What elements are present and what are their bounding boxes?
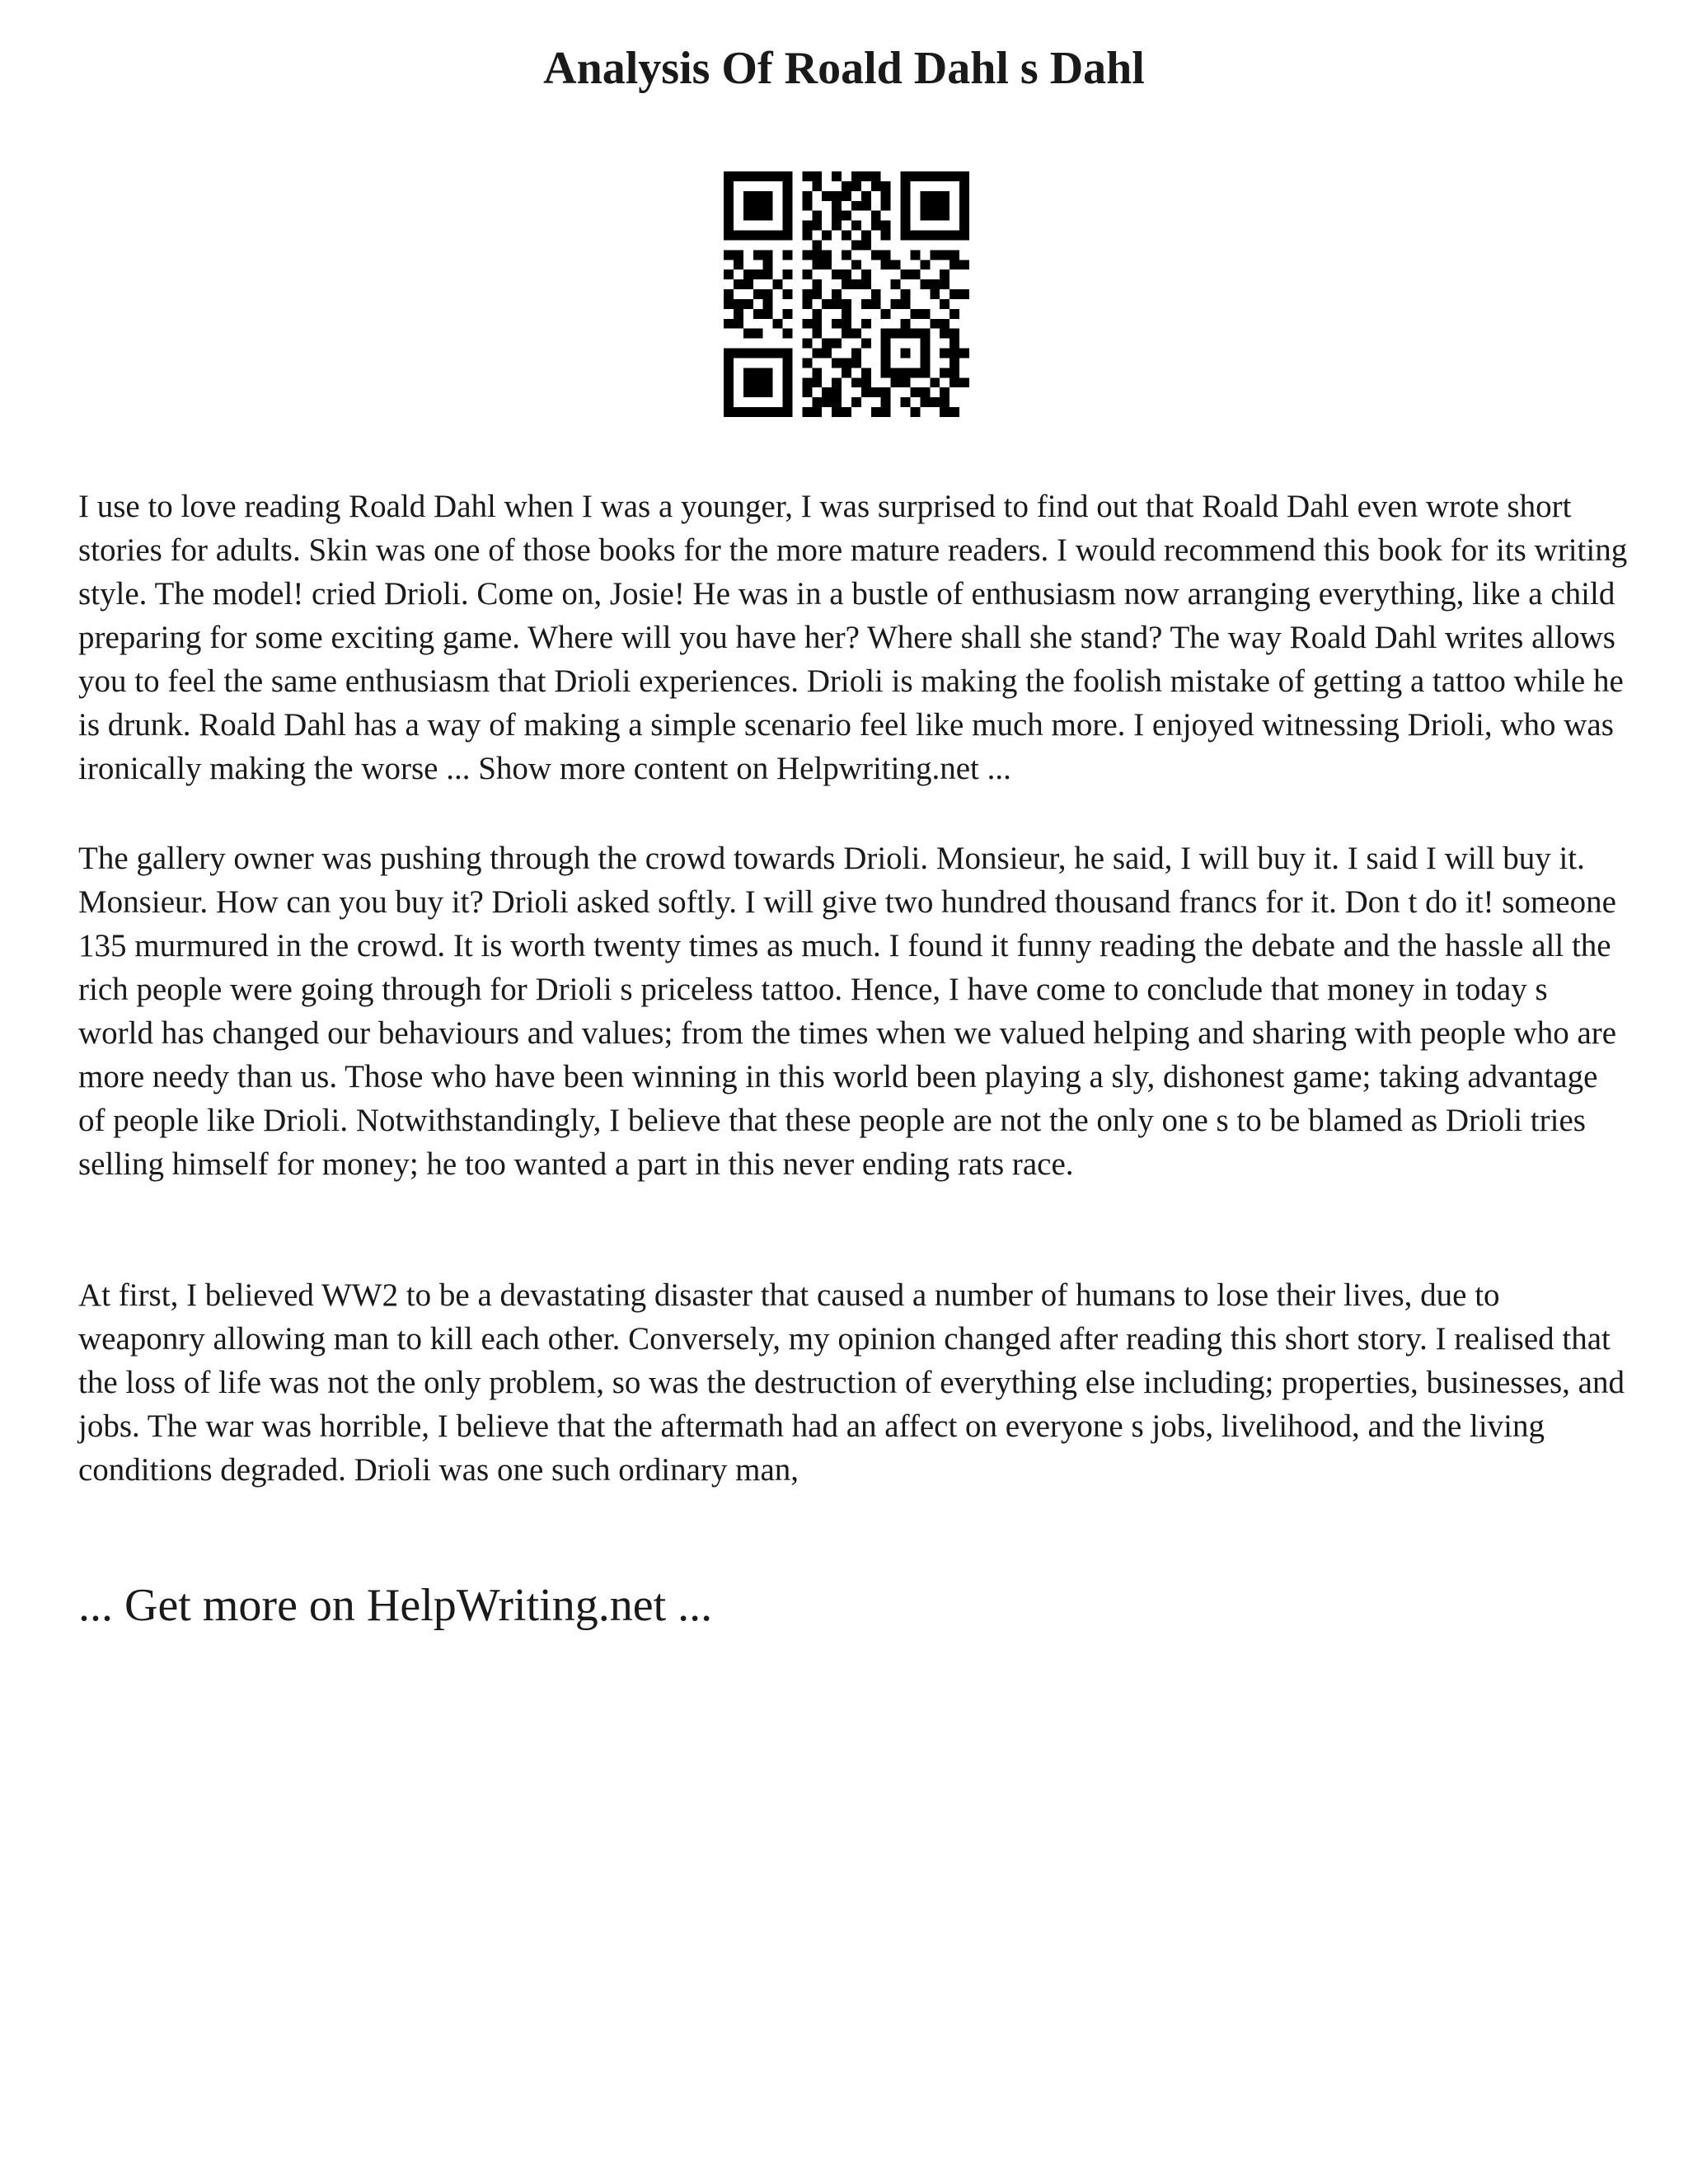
qr-code [724, 171, 969, 417]
paragraph-1: I use to love reading Roald Dahl when I was a younger, I was surprised to find out that Roald Dahl even wrote short stories for adults. Skin was one of those books for the more mature readers. I would recommend this book for its writing style. The model! cried Drioli. Come on, Josie! He was in a bustle of enthusiasm now arranging everything, like a child preparing for some exciting game. Where will you have her? Where shall she stand? The way Roald Dahl writes allows you to feel the same enthusiasm that Drioli experiences. Drioli is making the foolish mistake of getting a tattoo while he is drunk. Roald Dahl has a way of making a simple scenario feel like much more. I enjoyed witnessing Drioli, who was ironically making the worse ... Show more content on Helpwriting.net ... [78, 489, 1628, 786]
paragraph-3: At first, I believed WW2 to be a devastating disaster that caused a number of humans to lose their lives, due to weaponry allowing man to kill each other. Conversely, my opinion changed after reading this short story. I realised that the loss of life was not the only problem, so was the destruction of everything else including; properties, businesses, and jobs. The war was horrible, I believe that the aftermath had an affect on everyone s jobs, livelihood, and the living conditions degraded. Drioli was one such ordinary man, [78, 1277, 1625, 1488]
get-more-link[interactable]: ... Get more on HelpWriting.net ... [78, 1580, 713, 1631]
paragraph-2: The gallery owner was pushing through the crowd towards Drioli. Monsieur, he said, I will buy it. I said I will buy it. Monsieur. How can you buy it? Drioli asked softly. I will give two hundred thousand francs for it. Don t do it! someone 135 murmured in the crowd. It is worth twenty times as much. I found it funny reading the debate and the hassle all the rich people were going through for Drioli s priceless tattoo. Hence, I have come to conclude that money in today s world has changed our behaviours and values; from the times when we valued helping and sharing with people who are more needy than us. Those who have been winning in this world been playing a sly, dishonest game; taking advantage of people like Drioli. Notwithstandingly, I believe that these people are not the only one s to be blamed as Drioli tries selling himself for money; he too wanted a part in this never ending rats race. [78, 841, 1617, 1182]
document-title: Analysis Of Roald Dahl s Dahl [543, 43, 1145, 94]
